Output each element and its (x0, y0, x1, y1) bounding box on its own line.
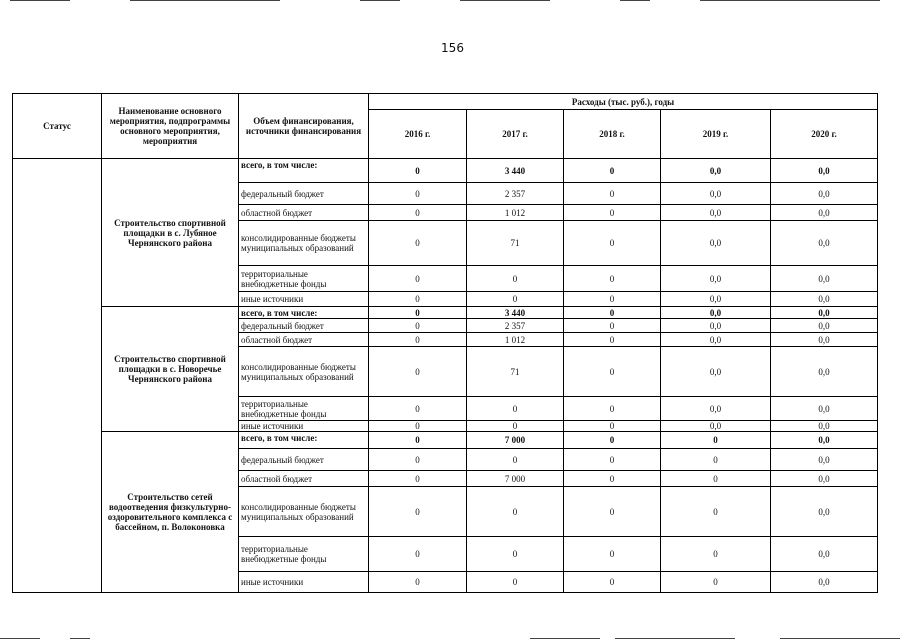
amount-cell: 0,0 (661, 292, 771, 307)
amount-cell: 0 (564, 397, 661, 421)
amount-cell: 0 (369, 449, 467, 471)
amount-cell: 0,0 (771, 159, 878, 183)
amount-cell: 0,0 (771, 319, 878, 333)
table-row-total (13, 307, 878, 319)
event-name-cell: Строительство спортивной площадки в с. Новоречье Чернянского района (102, 307, 239, 432)
amount-cell: 0 (467, 397, 564, 421)
amount-cell: 0,0 (771, 449, 878, 471)
amount-cell: 0 (564, 159, 661, 183)
amount-cell: 0 (661, 471, 771, 487)
amount-cell: 0 (369, 221, 467, 266)
amount-cell: 0,0 (771, 183, 878, 205)
amount-cell: 0 (661, 572, 771, 593)
funding-source-cell: федеральный бюджет (239, 449, 369, 471)
header-funding-volume: Объем финансирования, источники финансирования (239, 94, 369, 159)
event-name-cell: Строительство спортивной площадки в с. Лубяное Чернянского района (102, 159, 239, 307)
amount-cell: 0 (369, 205, 467, 221)
amount-cell: 0,0 (661, 319, 771, 333)
amount-cell: 0 (369, 266, 467, 292)
header-expenses: Расходы (тыс. руб.), годы (369, 94, 878, 110)
amount-cell: 0 (369, 319, 467, 333)
amount-cell: 0 (564, 537, 661, 572)
amount-cell: 0 (467, 449, 564, 471)
amount-cell: 0,0 (771, 421, 878, 432)
amount-cell: 0 (467, 487, 564, 537)
funding-source-cell: областной бюджет (239, 333, 369, 347)
amount-cell: 0 (369, 183, 467, 205)
funding-source-cell: территориальные внебюджетные фонды (239, 537, 369, 572)
amount-cell: 0 (564, 205, 661, 221)
amount-cell: 0,0 (661, 266, 771, 292)
amount-cell: 0 (564, 333, 661, 347)
amount-cell: 0,0 (661, 333, 771, 347)
amount-cell: 0 (369, 421, 467, 432)
amount-cell: 71 (467, 221, 564, 266)
amount-cell: 0,0 (661, 205, 771, 221)
page-number: 156 (441, 41, 464, 55)
amount-cell: 0,0 (771, 347, 878, 397)
amount-cell: 3 440 (467, 159, 564, 183)
status-cell (13, 159, 102, 593)
amount-cell: 1 012 (467, 333, 564, 347)
funding-source-cell: территориальные внебюджетные фонды (239, 397, 369, 421)
funding-source-cell: федеральный бюджет (239, 319, 369, 333)
amount-cell: 0 (564, 221, 661, 266)
amount-cell: 0 (369, 333, 467, 347)
amount-cell: 0,0 (771, 221, 878, 266)
budget-table (12, 93, 878, 593)
amount-cell: 0,0 (771, 432, 878, 449)
amount-cell: 0 (564, 432, 661, 449)
amount-cell: 0 (564, 307, 661, 319)
amount-cell: 0 (564, 319, 661, 333)
amount-cell: 0 (564, 347, 661, 397)
header-year: 2018 г. (564, 110, 661, 159)
header-year: 2020 г. (771, 110, 878, 159)
amount-cell: 0 (661, 537, 771, 572)
amount-cell: 0 (369, 292, 467, 307)
amount-cell: 0 (564, 487, 661, 537)
amount-cell: 0 (369, 307, 467, 319)
event-name-cell: Строительство сетей водоотведения физкультурно-оздоровительного комплекса с бассейном, п. Волоконовка (102, 432, 239, 593)
amount-cell: 0,0 (771, 572, 878, 593)
amount-cell: 7 000 (467, 432, 564, 449)
amount-cell: 0 (369, 347, 467, 397)
funding-source-cell: федеральный бюджет (239, 183, 369, 205)
amount-cell: 71 (467, 347, 564, 397)
table-row-total (13, 159, 878, 183)
amount-cell: 7 000 (467, 471, 564, 487)
funding-source-cell: всего, в том числе: (239, 159, 369, 183)
funding-source-cell: консолидированные бюджеты муниципальных образований (239, 347, 369, 397)
funding-source-cell: областной бюджет (239, 471, 369, 487)
amount-cell: 0 (369, 537, 467, 572)
amount-cell: 0,0 (661, 307, 771, 319)
amount-cell: 0,0 (771, 266, 878, 292)
amount-cell: 3 440 (467, 307, 564, 319)
amount-cell: 0 (369, 432, 467, 449)
amount-cell: 0 (564, 183, 661, 205)
amount-cell: 0 (369, 159, 467, 183)
amount-cell: 2 357 (467, 319, 564, 333)
amount-cell: 0 (467, 292, 564, 307)
amount-cell: 0,0 (661, 221, 771, 266)
header-event-name: Наименование основного мероприятия, подпрограммы основного мероприятия, мероприятия (102, 94, 239, 159)
amount-cell: 0 (564, 292, 661, 307)
amount-cell: 0 (369, 471, 467, 487)
amount-cell: 0 (564, 449, 661, 471)
header-status: Статус (13, 94, 102, 159)
amount-cell: 0 (467, 537, 564, 572)
amount-cell: 0,0 (771, 307, 878, 319)
table-row-total (13, 432, 878, 449)
funding-source-cell: областной бюджет (239, 205, 369, 221)
amount-cell: 0 (564, 572, 661, 593)
amount-cell: 0,0 (661, 347, 771, 397)
amount-cell: 0 (467, 572, 564, 593)
funding-source-cell: иные источники (239, 421, 369, 432)
amount-cell: 0 (661, 487, 771, 537)
amount-cell: 0,0 (661, 183, 771, 205)
amount-cell: 0,0 (771, 487, 878, 537)
amount-cell: 0 (661, 449, 771, 471)
amount-cell: 0,0 (661, 397, 771, 421)
header-year: 2016 г. (369, 110, 467, 159)
amount-cell: 0 (564, 421, 661, 432)
amount-cell: 0,0 (771, 205, 878, 221)
funding-source-cell: консолидированные бюджеты муниципальных образований (239, 221, 369, 266)
amount-cell: 0,0 (661, 421, 771, 432)
amount-cell: 0,0 (771, 537, 878, 572)
header-year: 2019 г. (661, 110, 771, 159)
amount-cell: 0,0 (661, 159, 771, 183)
amount-cell: 0 (369, 397, 467, 421)
amount-cell: 0,0 (771, 333, 878, 347)
amount-cell: 0,0 (771, 292, 878, 307)
amount-cell: 0 (564, 266, 661, 292)
funding-source-cell: всего, в том числе: (239, 307, 369, 319)
funding-source-cell: иные источники (239, 292, 369, 307)
amount-cell: 0,0 (771, 471, 878, 487)
amount-cell: 0 (369, 487, 467, 537)
funding-source-cell: всего, в том числе: (239, 432, 369, 449)
amount-cell: 0 (564, 471, 661, 487)
amount-cell: 1 012 (467, 205, 564, 221)
header-year: 2017 г. (467, 110, 564, 159)
amount-cell: 2 357 (467, 183, 564, 205)
amount-cell: 0,0 (771, 397, 878, 421)
amount-cell: 0 (467, 266, 564, 292)
amount-cell: 0 (661, 432, 771, 449)
scan-edge-top (0, 0, 905, 2)
funding-source-cell: консолидированные бюджеты муниципальных образований (239, 487, 369, 537)
amount-cell: 0 (467, 421, 564, 432)
funding-source-cell: иные источники (239, 572, 369, 593)
amount-cell: 0 (369, 572, 467, 593)
funding-source-cell: территориальные внебюджетные фонды (239, 266, 369, 292)
